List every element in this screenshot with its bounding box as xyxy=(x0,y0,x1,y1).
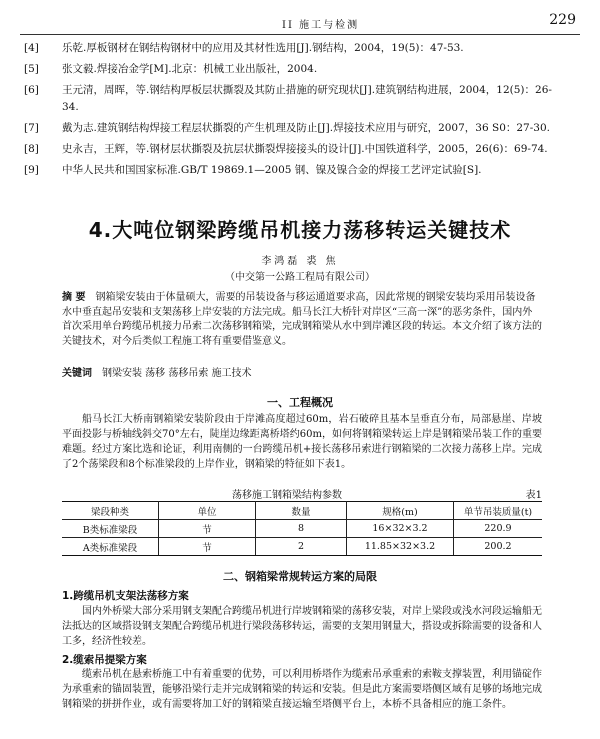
table-cell: 节 xyxy=(159,538,256,556)
reference-number: [7] xyxy=(24,122,39,134)
reference-item xyxy=(24,120,562,137)
table-cell: 8 xyxy=(256,520,347,538)
table-cell: 200.2 xyxy=(454,538,543,556)
subsection-heading-cable-crane: 2.缆索吊提梁方案 xyxy=(62,654,147,666)
page-header xyxy=(20,10,580,35)
table-header-cell: 单位 xyxy=(159,502,256,520)
keywords xyxy=(62,364,542,379)
table-title: 荡移施工钢箱梁结构参数 xyxy=(232,490,342,501)
table-cell: 220.9 xyxy=(454,520,543,538)
reference-item xyxy=(24,61,562,78)
table-cell: 节 xyxy=(159,520,256,538)
cable-crane-paragraph: 缆索吊机在悬索桥施工中有着重要的优势，可以利用桥塔作为缆索吊承重索的索鞍支撑装置，利用锚碇作为承重索的锚固装置，能够沿梁行走并完成钢箱梁的转运和安装。但是此方案需要塔侧区域有足够的场地完成钢箱梁的拼拼作业，或有需要将加工好的钢箱梁直接运输至塔侧平台上，本桥不具备相应的施工条件。 xyxy=(62,669,542,710)
keywords-label: 关键词 xyxy=(62,368,92,379)
article-affiliation: （中交第一公路工程局有限公司） xyxy=(225,272,375,283)
reference-item xyxy=(24,82,562,116)
table-header-cell: 梁段种类 xyxy=(62,502,159,520)
support-method-paragraph: 国内外桥梁大部分采用钢支架配合跨缆吊机进行岸坡钢箱梁的荡移安装，对岸上梁段或浅水河段运输船无法抵达的区域搭设钢支架配合跨缆吊机进行梁段荡移转运，需要的支架用钢量大，搭设或拆除需要的设备和人工多，经济性较差。 xyxy=(62,606,542,647)
table-header-cell: 数量 xyxy=(256,502,347,520)
reference-list xyxy=(24,40,562,183)
article-title: 4.大吨位钢梁跨缆吊机接力荡移转运关键技术 xyxy=(88,218,512,242)
table-cell: A类标准梁段 xyxy=(62,538,159,556)
reference-text: 中华人民共和国国家标准.GB/T 19869.1—2005 钢、镍及镍合金的焊接工艺评定试验[S]. xyxy=(62,164,482,176)
reference-item xyxy=(24,162,562,179)
table-cell: 16×32×3.2 xyxy=(347,520,454,538)
table-cell: B类标准梁段 xyxy=(62,520,159,538)
overview-paragraph: 船马长江大桥南钢箱梁安装阶段由于岸滩高度超过60m，岩石破碎且基本呈垂直分布，局部悬崖、岸坡平面投影与桥轴线斜交70°左右，陡崖边缘距离桥塔约60m，如何将钢箱梁转运上岸是钢箱梁吊装工作的重要难题。经过方案比选和论证，利用南侧的一台跨缆吊机+接长荡移吊索进行钢箱梁的二次接力荡移上岸。完成了2个荡梁段和8个标准梁段的上岸作业，钢箱梁的特征如下表1。 xyxy=(62,414,542,470)
reference-number: [8] xyxy=(24,143,39,155)
section-heading-overview: 一、工程概况 xyxy=(267,396,333,409)
table-row xyxy=(62,538,542,556)
table-header-row xyxy=(62,502,542,520)
abstract-label: 摘 要 xyxy=(62,292,86,303)
table-number: 表1 xyxy=(525,490,542,501)
reference-number: [9] xyxy=(24,164,39,176)
abstract xyxy=(62,291,542,349)
subsection-heading-support-method: 1.跨缆吊机支架法荡移方案 xyxy=(62,590,189,602)
table-row xyxy=(62,520,542,538)
abstract-text: 钢箱梁安装由于体量硕大，需要的吊装设备与移运通道要求高，因此常规的钢梁安装均采用吊装设备水中垂直起吊安装和支架荡移上岸安装的方法完成。船马长江大桥针对岸区“三高一深”的恶劣条件，国内外首次采用单台跨缆吊机接力吊索二次荡移钢箱梁，完成钢箱梁从水中到岸滩区段的转运。本文介绍了该方法的关键技术，对今后类似工程施工将有重要借鉴意义。 xyxy=(62,292,542,347)
reference-number: [4] xyxy=(24,42,39,54)
table-header-cell: 单节吊装质量(t) xyxy=(454,502,543,520)
keywords-text: 钢梁安装 荡移 荡移吊索 施工技术 xyxy=(102,368,252,379)
reference-text: 乐乾.厚板钢材在钢结构钢材中的应用及其材性选用[J].钢结构，2004，19(5)：47-53. xyxy=(62,42,464,54)
reference-number: [5] xyxy=(24,63,39,75)
running-title: II 施工与检测 xyxy=(282,20,360,31)
table-header-cell: 规格(m) xyxy=(347,502,454,520)
reference-text: 王元清，周晖，等.钢结构厚板层状撕裂及其防止措施的研究现状[J].建筑钢结构进展，2004，12(5)：26-34. xyxy=(62,84,552,113)
reference-item xyxy=(24,141,562,158)
table-cell: 2 xyxy=(256,538,347,556)
table-cell: 11.85×32×3.2 xyxy=(347,538,454,556)
reference-item xyxy=(24,40,562,57)
girder-parameter-table xyxy=(62,501,542,556)
page-number: 229 xyxy=(549,12,576,28)
reference-text: 史永吉，王辉，等.钢材层状撕裂及抗层状撕裂焊接接头的设计[J].中国铁道科学，2005，26(6)：69-74. xyxy=(62,143,548,155)
reference-text: 戴为志.建筑钢结构焊接工程层状撕裂的产生机理及防止[J].焊接技术应用与研究，2007，36 S0：27-30. xyxy=(62,122,550,134)
reference-number: [6] xyxy=(24,84,39,96)
article-authors: 李鸿磊 裘 焦 xyxy=(261,256,339,267)
section-heading-limitations: 二、钢箱梁常规转运方案的局限 xyxy=(223,570,377,583)
reference-text: 张文毅.焊接冶金学[M].北京：机械工业出版社，2004. xyxy=(62,63,318,75)
